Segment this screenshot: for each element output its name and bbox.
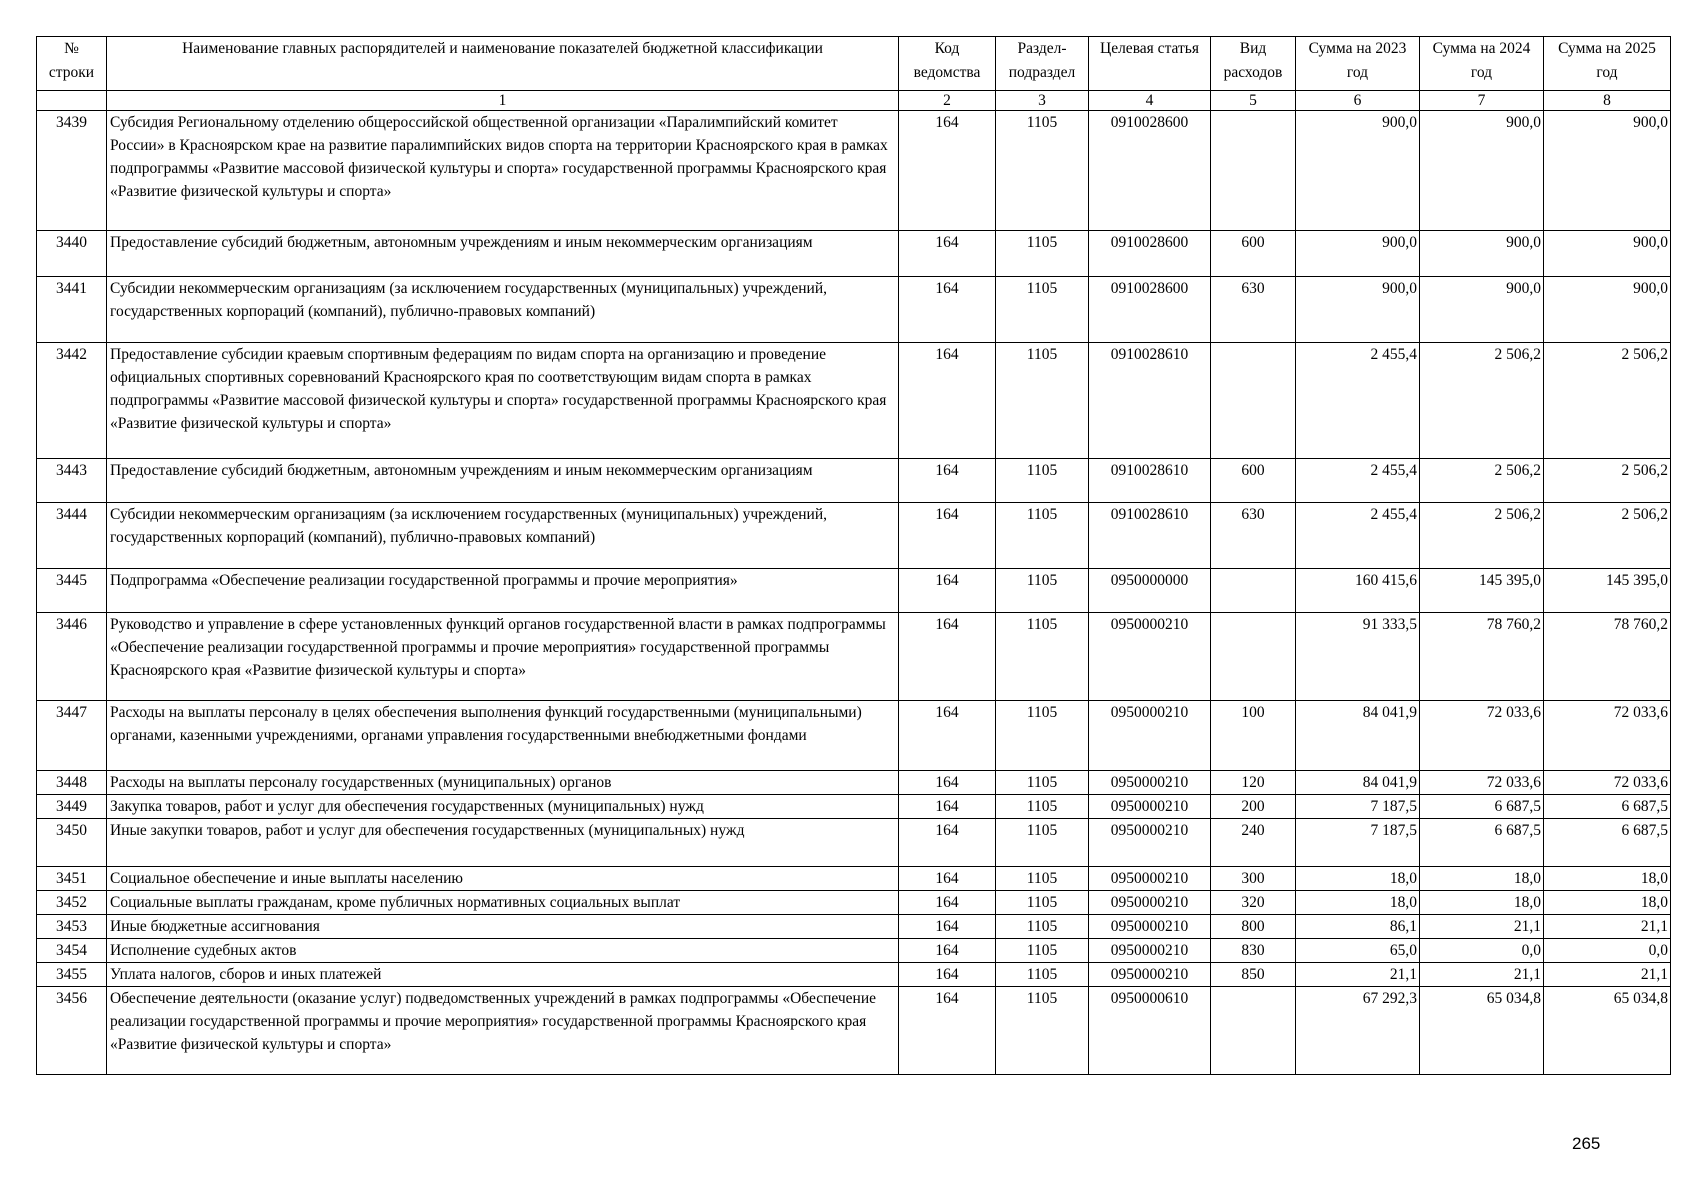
sum-2024-cell: 2 506,2	[1420, 459, 1544, 503]
header-row-number: № строки	[37, 37, 107, 91]
sum-2024-cell: 900,0	[1420, 111, 1544, 231]
sum-2024-cell: 900,0	[1420, 231, 1544, 277]
table-row	[37, 771, 1671, 795]
sum-2023-cell: 900,0	[1296, 277, 1420, 343]
name-cell: Предоставление субсидии краевым спортивным федерациям по видам спорта на организацию и проведение официальных спортивных соревнований Красноярского края по соответствующим видам спорта в рамках подпрограммы «Развитие массовой физической культуры и спорта» государственной программы Красноярского края «Развитие физической культуры и спорта»	[107, 343, 899, 459]
expense-type-cell: 630	[1211, 503, 1296, 569]
header-index-row	[37, 91, 1671, 111]
sum-2024-cell: 0,0	[1420, 939, 1544, 963]
sum-2024-cell: 2 506,2	[1420, 343, 1544, 459]
sum-2023-cell: 84 041,9	[1296, 701, 1420, 771]
table-body	[37, 111, 1671, 1075]
sum-2024-cell: 72 033,6	[1420, 701, 1544, 771]
table-row	[37, 343, 1671, 459]
expense-type-cell: 830	[1211, 939, 1296, 963]
table-row	[37, 867, 1671, 891]
section-cell: 1105	[996, 459, 1089, 503]
row-number-cell: 3447	[37, 701, 107, 771]
department-code-cell: 164	[899, 459, 996, 503]
sum-2025-cell: 2 506,2	[1544, 459, 1671, 503]
target-item-cell: 0950000610	[1089, 987, 1211, 1075]
department-code-cell: 164	[899, 343, 996, 459]
sum-2025-cell: 65 034,8	[1544, 987, 1671, 1075]
expense-type-cell: 240	[1211, 819, 1296, 867]
sum-2023-cell: 86,1	[1296, 915, 1420, 939]
department-code-cell: 164	[899, 111, 996, 231]
header-expense-type: Вид расходов	[1211, 37, 1296, 91]
sum-2024-cell: 2 506,2	[1420, 503, 1544, 569]
section-cell: 1105	[996, 939, 1089, 963]
expense-type-cell: 600	[1211, 459, 1296, 503]
row-number-cell: 3453	[37, 915, 107, 939]
name-cell: Обеспечение деятельности (оказание услуг) подведомственных учреждений в рамках подпрограммы «Обеспечение реализации государственной программы и прочие мероприятия» государственной программы Красноярского края «Развитие физической культуры и спорта»	[107, 987, 899, 1075]
sum-2025-cell: 2 506,2	[1544, 343, 1671, 459]
name-cell: Расходы на выплаты персоналу государственных (муниципальных) органов	[107, 771, 899, 795]
section-cell: 1105	[996, 867, 1089, 891]
section-cell: 1105	[996, 987, 1089, 1075]
row-number-cell: 3452	[37, 891, 107, 915]
name-cell: Иные закупки товаров, работ и услуг для обеспечения государственных (муниципальных) нужд	[107, 819, 899, 867]
row-number-cell: 3451	[37, 867, 107, 891]
row-number-cell: 3439	[37, 111, 107, 231]
sum-2023-cell: 900,0	[1296, 111, 1420, 231]
index-cell: 1	[107, 91, 899, 111]
sum-2025-cell: 72 033,6	[1544, 701, 1671, 771]
department-code-cell: 164	[899, 701, 996, 771]
sum-2025-cell: 900,0	[1544, 111, 1671, 231]
department-code-cell: 164	[899, 939, 996, 963]
sum-2023-cell: 84 041,9	[1296, 771, 1420, 795]
target-item-cell: 0910028600	[1089, 231, 1211, 277]
table-row	[37, 795, 1671, 819]
sum-2024-cell: 6 687,5	[1420, 819, 1544, 867]
section-cell: 1105	[996, 503, 1089, 569]
row-number-cell: 3444	[37, 503, 107, 569]
department-code-cell: 164	[899, 613, 996, 701]
target-item-cell: 0950000210	[1089, 891, 1211, 915]
row-number-cell: 3446	[37, 613, 107, 701]
table-row	[37, 891, 1671, 915]
section-cell: 1105	[996, 231, 1089, 277]
sum-2023-cell: 7 187,5	[1296, 795, 1420, 819]
expense-type-cell: 100	[1211, 701, 1296, 771]
name-cell: Уплата налогов, сборов и иных платежей	[107, 963, 899, 987]
index-cell	[37, 91, 107, 111]
index-cell: 6	[1296, 91, 1420, 111]
expense-type-cell	[1211, 987, 1296, 1075]
expense-type-cell: 630	[1211, 277, 1296, 343]
sum-2025-cell: 18,0	[1544, 891, 1671, 915]
target-item-cell: 0910028600	[1089, 277, 1211, 343]
target-item-cell: 0950000210	[1089, 701, 1211, 771]
target-item-cell: 0950000210	[1089, 771, 1211, 795]
sum-2025-cell: 2 506,2	[1544, 503, 1671, 569]
table-row	[37, 111, 1671, 231]
department-code-cell: 164	[899, 503, 996, 569]
expense-type-cell: 300	[1211, 867, 1296, 891]
index-cell: 7	[1420, 91, 1544, 111]
row-number-cell: 3443	[37, 459, 107, 503]
name-cell: Исполнение судебных актов	[107, 939, 899, 963]
section-cell: 1105	[996, 795, 1089, 819]
name-cell: Предоставление субсидий бюджетным, автономным учреждениям и иным некоммерческим организациям	[107, 459, 899, 503]
expense-type-cell	[1211, 569, 1296, 613]
table-row	[37, 915, 1671, 939]
sum-2023-cell: 7 187,5	[1296, 819, 1420, 867]
expense-type-cell	[1211, 111, 1296, 231]
table-row	[37, 231, 1671, 277]
sum-2024-cell: 21,1	[1420, 963, 1544, 987]
name-cell: Закупка товаров, работ и услуг для обеспечения государственных (муниципальных) нужд	[107, 795, 899, 819]
department-code-cell: 164	[899, 987, 996, 1075]
target-item-cell: 0950000210	[1089, 819, 1211, 867]
row-number-cell: 3449	[37, 795, 107, 819]
sum-2024-cell: 6 687,5	[1420, 795, 1544, 819]
section-cell: 1105	[996, 569, 1089, 613]
row-number-cell: 3448	[37, 771, 107, 795]
name-cell: Субсидии некоммерческим организациям (за исключением государственных (муниципальных) учреждений, государственных корпораций (компаний), публично-правовых компаний)	[107, 277, 899, 343]
department-code-cell: 164	[899, 795, 996, 819]
department-code-cell: 164	[899, 963, 996, 987]
name-cell: Предоставление субсидий бюджетным, автономным учреждениям и иным некоммерческим организациям	[107, 231, 899, 277]
page-number: 265	[1572, 1134, 1601, 1153]
sum-2025-cell: 18,0	[1544, 867, 1671, 891]
expense-type-cell	[1211, 613, 1296, 701]
target-item-cell: 0950000210	[1089, 867, 1211, 891]
header-department-code: Код ведомства	[899, 37, 996, 91]
sum-2023-cell: 2 455,4	[1296, 343, 1420, 459]
target-item-cell: 0910028610	[1089, 503, 1211, 569]
table-header	[37, 37, 1671, 111]
sum-2025-cell: 900,0	[1544, 277, 1671, 343]
section-cell: 1105	[996, 613, 1089, 701]
table-row	[37, 569, 1671, 613]
department-code-cell: 164	[899, 771, 996, 795]
table-row	[37, 701, 1671, 771]
department-code-cell: 164	[899, 819, 996, 867]
index-cell: 4	[1089, 91, 1211, 111]
sum-2025-cell: 0,0	[1544, 939, 1671, 963]
row-number-cell: 3455	[37, 963, 107, 987]
sum-2024-cell: 65 034,8	[1420, 987, 1544, 1075]
sum-2025-cell: 21,1	[1544, 915, 1671, 939]
table-row	[37, 939, 1671, 963]
header-section: Раздел-подраздел	[996, 37, 1089, 91]
index-cell: 5	[1211, 91, 1296, 111]
header-sum-2024: Сумма на 2024 год	[1420, 37, 1544, 91]
sum-2024-cell: 18,0	[1420, 891, 1544, 915]
section-cell: 1105	[996, 891, 1089, 915]
header-target-item: Целевая статья	[1089, 37, 1211, 91]
target-item-cell: 0950000210	[1089, 915, 1211, 939]
department-code-cell: 164	[899, 569, 996, 613]
expense-type-cell: 120	[1211, 771, 1296, 795]
name-cell: Расходы на выплаты персоналу в целях обеспечения выполнения функций государственными (муниципальными) органами, казенными учреждениями, органами управления государственными внебюджетными фондами	[107, 701, 899, 771]
name-cell: Подпрограмма «Обеспечение реализации государственной программы и прочие мероприятия»	[107, 569, 899, 613]
sum-2023-cell: 2 455,4	[1296, 503, 1420, 569]
target-item-cell: 0950000000	[1089, 569, 1211, 613]
section-cell: 1105	[996, 963, 1089, 987]
section-cell: 1105	[996, 343, 1089, 459]
document-page	[36, 36, 1671, 1075]
sum-2025-cell: 6 687,5	[1544, 819, 1671, 867]
section-cell: 1105	[996, 771, 1089, 795]
sum-2023-cell: 65,0	[1296, 939, 1420, 963]
name-cell: Иные бюджетные ассигнования	[107, 915, 899, 939]
expense-type-cell: 850	[1211, 963, 1296, 987]
budget-table	[36, 36, 1671, 1075]
row-number-cell: 3456	[37, 987, 107, 1075]
header-sum-2025: Сумма на 2025 год	[1544, 37, 1671, 91]
sum-2024-cell: 900,0	[1420, 277, 1544, 343]
sum-2025-cell: 21,1	[1544, 963, 1671, 987]
target-item-cell: 0950000210	[1089, 795, 1211, 819]
row-number-cell: 3441	[37, 277, 107, 343]
table-row	[37, 277, 1671, 343]
department-code-cell: 164	[899, 867, 996, 891]
expense-type-cell	[1211, 343, 1296, 459]
table-row	[37, 987, 1671, 1075]
header-sum-2023: Сумма на 2023 год	[1296, 37, 1420, 91]
name-cell: Субсидии некоммерческим организациям (за исключением государственных (муниципальных) учреждений, государственных корпораций (компаний), публично-правовых компаний)	[107, 503, 899, 569]
sum-2025-cell: 145 395,0	[1544, 569, 1671, 613]
target-item-cell: 0950000210	[1089, 613, 1211, 701]
expense-type-cell: 200	[1211, 795, 1296, 819]
sum-2023-cell: 900,0	[1296, 231, 1420, 277]
table-row	[37, 503, 1671, 569]
row-number-cell: 3442	[37, 343, 107, 459]
header-name: Наименование главных распорядителей и наименование показателей бюджетной классификации	[107, 37, 899, 91]
table-row	[37, 963, 1671, 987]
row-number-cell: 3445	[37, 569, 107, 613]
sum-2024-cell: 18,0	[1420, 867, 1544, 891]
table-row	[37, 613, 1671, 701]
sum-2023-cell: 91 333,5	[1296, 613, 1420, 701]
target-item-cell: 0950000210	[1089, 939, 1211, 963]
sum-2024-cell: 21,1	[1420, 915, 1544, 939]
expense-type-cell: 800	[1211, 915, 1296, 939]
index-cell: 8	[1544, 91, 1671, 111]
name-cell: Социальное обеспечение и иные выплаты населению	[107, 867, 899, 891]
department-code-cell: 164	[899, 277, 996, 343]
target-item-cell: 0910028600	[1089, 111, 1211, 231]
target-item-cell: 0910028610	[1089, 459, 1211, 503]
section-cell: 1105	[996, 701, 1089, 771]
index-cell: 3	[996, 91, 1089, 111]
department-code-cell: 164	[899, 891, 996, 915]
index-cell: 2	[899, 91, 996, 111]
sum-2023-cell: 21,1	[1296, 963, 1420, 987]
row-number-cell: 3450	[37, 819, 107, 867]
sum-2025-cell: 6 687,5	[1544, 795, 1671, 819]
name-cell: Субсидия Региональному отделению общероссийской общественной организации «Паралимпийский комитет России» в Красноярском крае на развитие паралимпийских видов спорта на территории Красноярского края в рамках подпрограммы «Развитие массовой физической культуры и спорта» государственной программы Красноярского края «Развитие физической культуры и спорта»	[107, 111, 899, 231]
sum-2023-cell: 160 415,6	[1296, 569, 1420, 613]
expense-type-cell: 320	[1211, 891, 1296, 915]
sum-2025-cell: 900,0	[1544, 231, 1671, 277]
section-cell: 1105	[996, 819, 1089, 867]
target-item-cell: 0950000210	[1089, 963, 1211, 987]
table-row	[37, 819, 1671, 867]
sum-2024-cell: 72 033,6	[1420, 771, 1544, 795]
name-cell: Руководство и управление в сфере установленных функций органов государственной власти в рамках подпрограммы «Обеспечение реализации государственной программы и прочие мероприятия» государственной программы Красноярского края «Развитие физической культуры и спорта»	[107, 613, 899, 701]
target-item-cell: 0910028610	[1089, 343, 1211, 459]
row-number-cell: 3454	[37, 939, 107, 963]
department-code-cell: 164	[899, 915, 996, 939]
section-cell: 1105	[996, 277, 1089, 343]
sum-2024-cell: 78 760,2	[1420, 613, 1544, 701]
sum-2025-cell: 72 033,6	[1544, 771, 1671, 795]
section-cell: 1105	[996, 915, 1089, 939]
section-cell: 1105	[996, 111, 1089, 231]
table-row	[37, 459, 1671, 503]
expense-type-cell: 600	[1211, 231, 1296, 277]
name-cell: Социальные выплаты гражданам, кроме публичных нормативных социальных выплат	[107, 891, 899, 915]
sum-2024-cell: 145 395,0	[1420, 569, 1544, 613]
row-number-cell: 3440	[37, 231, 107, 277]
sum-2025-cell: 78 760,2	[1544, 613, 1671, 701]
sum-2023-cell: 2 455,4	[1296, 459, 1420, 503]
department-code-cell: 164	[899, 231, 996, 277]
sum-2023-cell: 18,0	[1296, 891, 1420, 915]
sum-2023-cell: 18,0	[1296, 867, 1420, 891]
sum-2023-cell: 67 292,3	[1296, 987, 1420, 1075]
